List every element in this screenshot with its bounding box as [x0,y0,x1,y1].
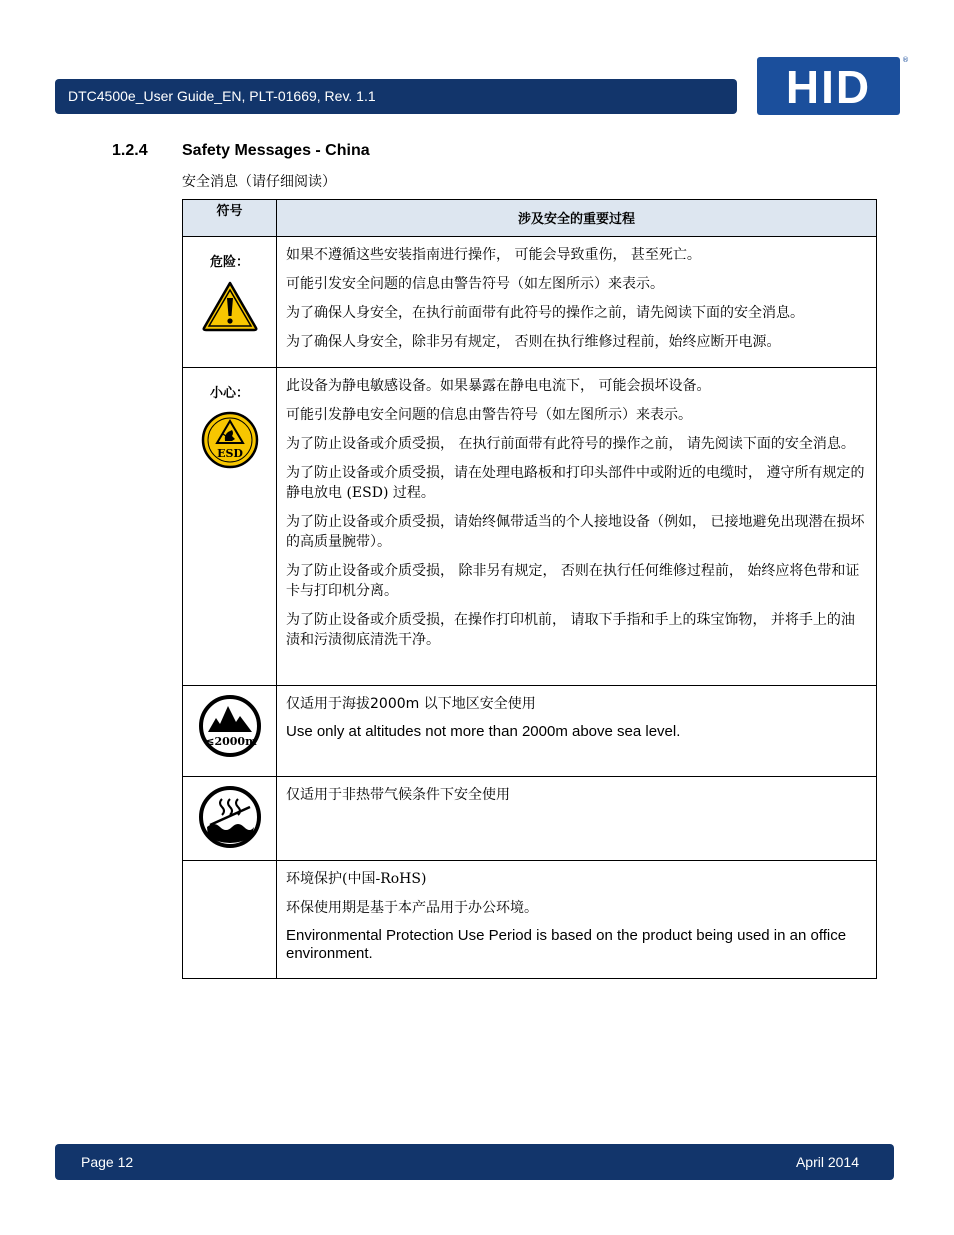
paragraph: 此设备为静电敏感设备。如果暴露在静电电流下， 可能会损坏设备。 [286,378,711,394]
paragraph: 可能引发安全问题的信息由警告符号（如左图所示）来表示。 [286,276,664,292]
header-symbol: 符号 [183,200,277,237]
table-row [183,686,877,777]
hid-logo [757,57,900,115]
footer-date: April 2014 [795,1154,859,1170]
paragraph: 如果不遵循这些安装指南进行操作， 可能会导致重伤， 甚至死亡。 [286,247,701,263]
danger-label: 危险： [209,255,249,270]
text-cell [277,686,877,777]
paragraph: Use only at altitudes not more than 2000m above sea level. [286,723,681,740]
altitude-icon [198,694,262,758]
symbol-cell [183,777,277,861]
paragraph: 仅适用于非热带气候条件下安全使用 [286,787,510,803]
paragraph: 为了防止设备或介质受损，在操作打印机前， 请取下手指和手上的珠宝饰物， 并将手上的油渍和污渍彻底清洗干净。 [286,612,855,648]
doc-title: DTC4500e_User Guide_EN, PLT-01669, Rev. 1.1 [68,88,376,104]
text-cell [277,777,877,861]
paragraph: 为了防止设备或介质受损，请始终佩带适当的个人接地设备（例如， 已接地避免出现潜在损坏的高质量腕带）。 [286,514,865,550]
symbol-cell [183,861,277,979]
warning-triangle-icon [201,280,259,332]
paragraph: Environmental Protection Use Period is based on the product being used in an office environment. [286,927,847,962]
non-tropical-icon [198,785,262,849]
paragraph: 为了确保人身安全，在执行前面带有此符号的操作之前，请先阅读下面的安全消息。 [286,305,804,321]
symbol-cell [183,368,277,686]
symbol-cell [183,237,277,368]
table-row [183,777,877,861]
header-bar [55,79,737,114]
safety-table [182,199,877,979]
registered-mark: ® [902,56,909,64]
section-number: 1.2.4 [112,142,148,159]
page-number: Page 12 [81,1154,134,1170]
symbol-cell [183,686,277,777]
table-row [183,237,877,368]
table-row [183,368,877,686]
paragraph: 为了防止设备或介质受损， 除非另有规定， 否则在执行任何维修过程前， 始终应将色带和证卡与打印机分离。 [286,563,860,599]
text-cell [277,368,877,686]
table-row [183,861,877,979]
paragraph: 环保使用期是基于本产品用于办公环境。 [286,900,538,916]
footer-bar [55,1144,894,1180]
caution-label: 小心： [209,386,249,401]
esd-icon [201,411,259,469]
section-title: Safety Messages - China [182,142,370,159]
paragraph: 环境保护(中国-RoHS) [286,871,427,887]
paragraph: 可能引发静电安全问题的信息由警告符号（如左图所示）来表示。 [286,407,692,423]
table-header-row [183,200,877,237]
section-subtitle: 安全消息（请仔细阅读） [182,174,336,190]
text-cell [277,861,877,979]
paragraph: 为了防止设备或介质受损， 在执行前面带有此符号的操作之前， 请先阅读下面的安全消息。 [286,436,855,452]
paragraph: 仅适用于海拔2000m 以下地区安全使用 [286,696,536,712]
esd-text: ESD [216,447,243,460]
header-process: 涉及安全的重要过程 [277,200,877,237]
logo-text: HID [785,61,872,113]
altitude-text: ≤2000m [204,735,257,748]
paragraph: 为了防止设备或介质受损，请在处理电路板和打印头部件中或附近的电缆时， 遵守所有规定的静电放电 (ESD) 过程。 [286,465,865,501]
text-cell [277,237,877,368]
paragraph: 为了确保人身安全，除非另有规定， 否则在执行维修过程前，始终应断开电源。 [286,334,781,350]
